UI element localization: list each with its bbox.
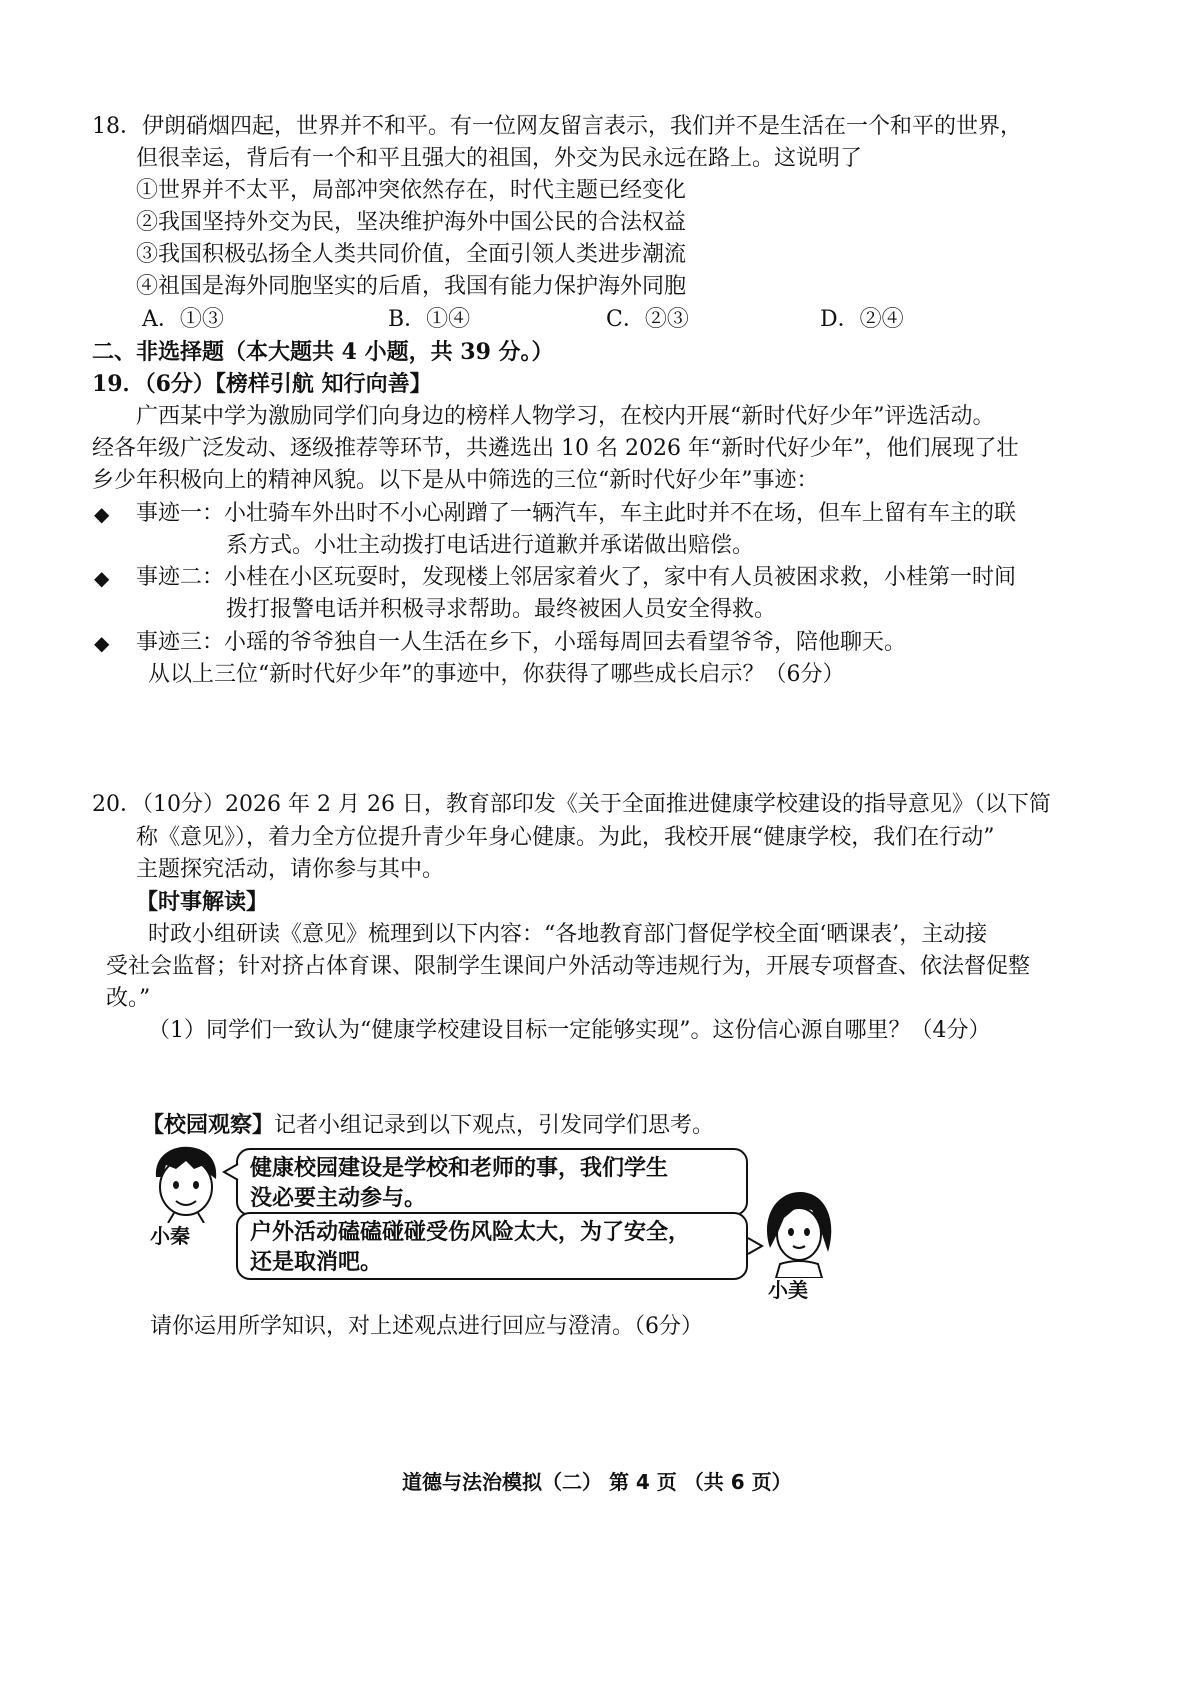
q20-reading-line3: 改。” — [106, 986, 151, 1011]
name-xiaomei: 小美 — [768, 1278, 808, 1302]
q20-reading-line2: 受社会监督；针对挤占体育课、限制学生课间户外活动等违规行为，开展专项督查、依法督促整 — [106, 954, 1031, 979]
q19-story2-line1: 事迹二：小桂在小区玩耍时，发现楼上邻居家着火了，家中有人员被困求救，小桂第一时间 — [136, 565, 1017, 590]
page-footer: 道德与法治模拟（二） 第 4 页 （共 6 页） — [402, 1470, 792, 1494]
bullet-diamond-icon: ◆ — [94, 631, 110, 655]
q20-current-affairs-heading: 【时事解读】 — [136, 889, 269, 915]
bubble1-line1: 健康校园建设是学校和老师的事，我们学生 — [250, 1156, 669, 1181]
q18-item-1: ①世界并不太平，局部冲突依然存在，时代主题已经变化 — [136, 178, 687, 203]
q18-item-3: ③我国积极弘扬全人类共同价值，全面引领人类进步潮流 — [136, 242, 687, 267]
q19-paragraph-line2: 经各年级广泛发动、逐级推荐等环节，共遴选出 10 名 2026 年“新时代好少年”，他们展现了壮 — [92, 436, 1019, 461]
q18-option-a: A．①③ — [142, 307, 224, 332]
boy-avatar — [146, 1143, 226, 1223]
campus-observation-heading: 【校园观察】 — [142, 1112, 275, 1138]
bubble1-line2: 没必要主动参与。 — [250, 1186, 427, 1211]
q19-heading: 19．（6分）【榜样引航 知行向善】 — [92, 371, 432, 397]
q19-story1-line1: 事迹一：小壮骑车外出时不小心剐蹭了一辆汽车，车主此时并不在场，但车上留有车主的联 — [136, 501, 1017, 526]
speech-bubble-xiaomei — [236, 1212, 748, 1280]
q19-question: 从以上三位“新时代好少年”的事迹中，你获得了哪些成长启示？（6分） — [148, 662, 845, 687]
boy-face-icon — [146, 1143, 226, 1223]
q20-intro-line3: 主题探究活动，请你参与其中。 — [136, 857, 445, 882]
q19-paragraph-line1: 广西某中学为激励同学们向身边的榜样人物学习，在校内开展“新时代好少年”评选活动。 — [136, 404, 995, 429]
q19-paragraph-line3: 乡少年积极向上的精神风貌。以下是从中筛选的三位“新时代好少年”事迹： — [92, 468, 819, 493]
bubble2-line2: 还是取消吧。 — [250, 1250, 383, 1275]
section-heading: 二、非选择题（本大题共 4 小题，共 39 分。） — [92, 339, 554, 365]
q20-subquestion-1: （1）同学们一致认为“健康学校建设目标一定能够实现”。这份信心源自哪里？（4分） — [148, 1018, 991, 1043]
q19-story3: 事迹三：小瑶的爷爷独自一人生活在乡下，小瑶每周回去看望爷爷，陪他聊天。 — [136, 630, 907, 655]
girl-avatar — [756, 1188, 842, 1278]
bullet-diamond-icon: ◆ — [94, 566, 110, 590]
bubble1-tail — [222, 1162, 240, 1182]
q18-option-b: B．①④ — [388, 307, 471, 332]
campus-observation-text: 记者小组记录到以下观点，引发同学们思考。 — [274, 1113, 715, 1138]
q20-reading-line1: 时政小组研读《意见》梳理到以下内容：“各地教育部门督促学校全面‘晒课表’，主动接 — [148, 922, 988, 947]
q20-intro-line1: 20．（10分）2026 年 2 月 26 日，教育部印发《关于全面推进健康学校建设的指导意见》（以下简 — [92, 792, 1051, 817]
q20-campus-observation — [142, 1110, 714, 1141]
name-xiaoqin: 小秦 — [150, 1224, 190, 1248]
q18-item-4: ④祖国是海外同胞坚实的后盾，我国有能力保护海外同胞 — [136, 274, 687, 299]
q18-stem-line2: 但很幸运，背后有一个和平且强大的祖国，外交为民永远在路上。这说明了 — [136, 146, 863, 171]
q19-story1-line2: 系方式。小壮主动拨打电话进行道歉并承诺做出赔偿。 — [226, 533, 755, 558]
bubble2-line1: 户外活动磕磕碰碰受伤风险太大，为了安全， — [250, 1220, 691, 1245]
bullet-diamond-icon: ◆ — [94, 502, 110, 526]
q18-option-c: C．②③ — [606, 307, 689, 332]
q19-story2-line2: 拨打报警电话并积极寻求帮助。最终被困人员安全得救。 — [226, 597, 777, 622]
q18-item-2: ②我国坚持外交为民，坚决维护海外中国公民的合法权益 — [136, 210, 687, 235]
speech-bubble-xiaoqin — [236, 1148, 748, 1216]
q20-intro-line2: 称《意见》），着力全方位提升青少年身心健康。为此，我校开展“健康学校，我们在行动” — [136, 825, 995, 850]
q18-option-d: D．②④ — [820, 307, 904, 332]
girl-face-icon — [756, 1188, 842, 1278]
q18-stem-line1: 18．伊朗硝烟四起，世界并不和平。有一位网友留言表示，我们并不是生活在一个和平的世界， — [92, 114, 1022, 139]
q20-subquestion-2: 请你运用所学知识，对上述观点进行回应与澄清。（6分） — [150, 1314, 703, 1339]
